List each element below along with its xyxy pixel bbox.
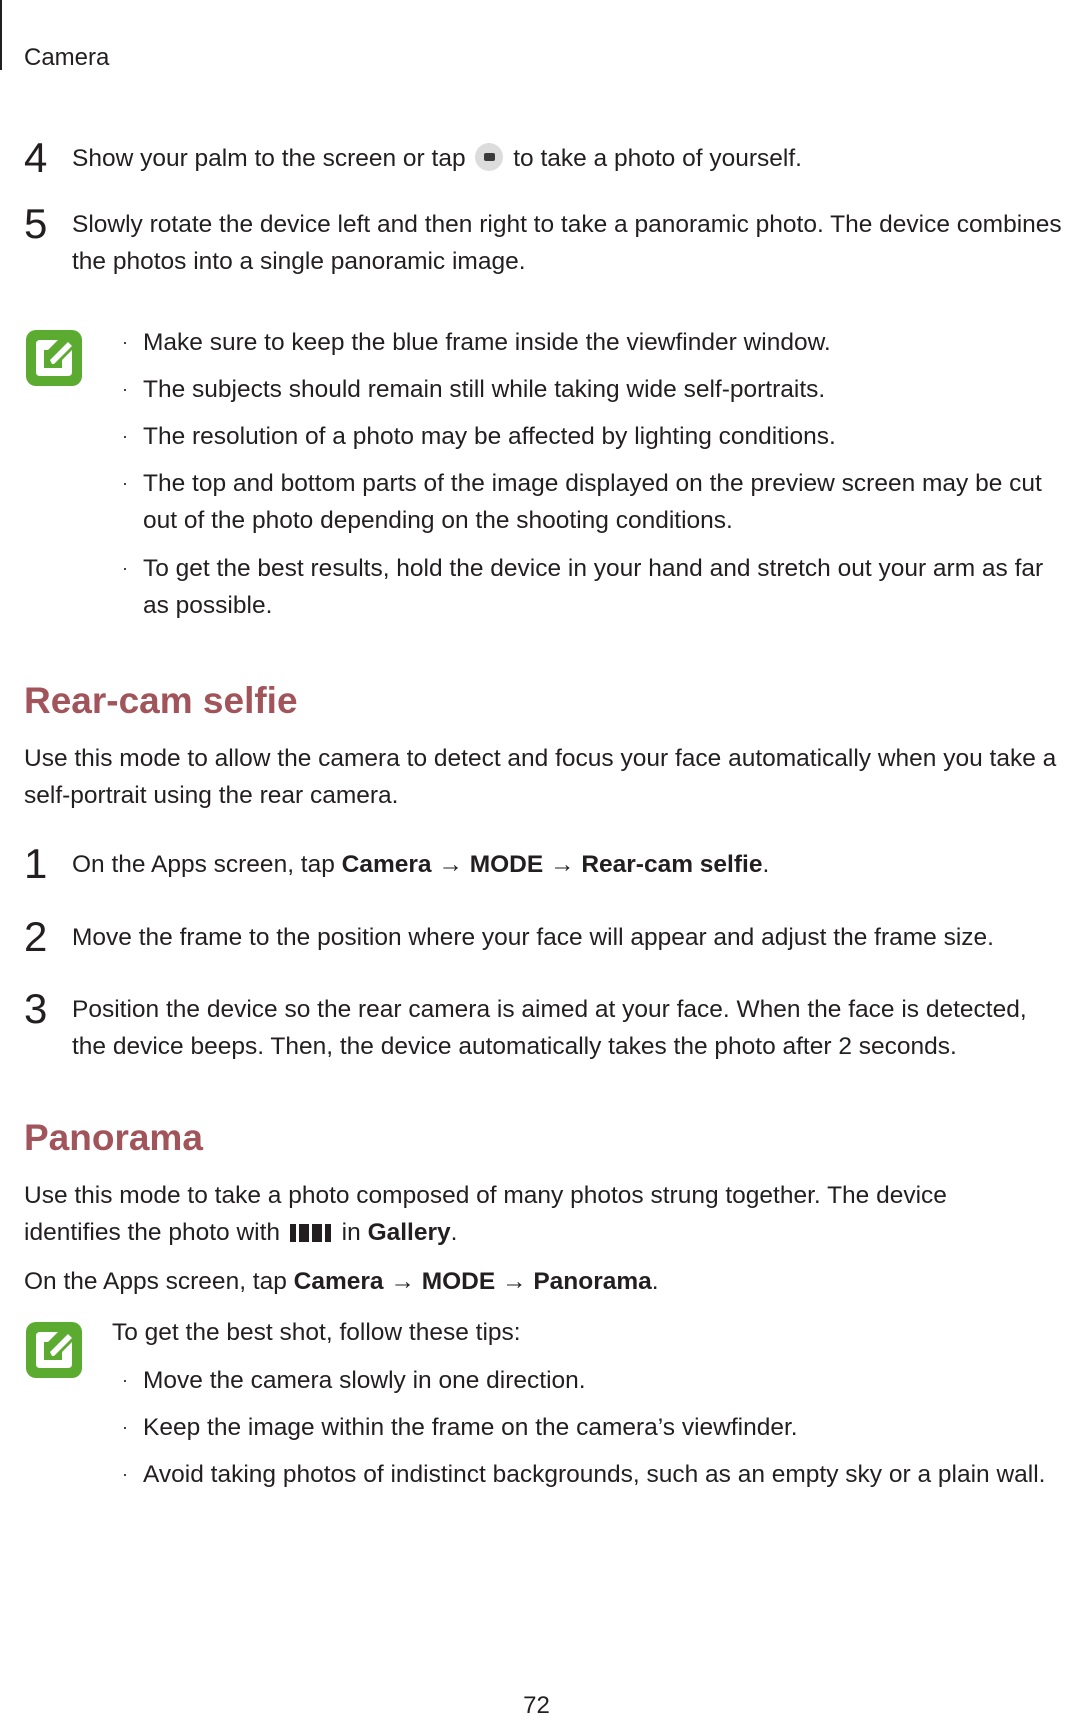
ui-label-rear-cam-selfie: Rear-cam selfie (581, 851, 763, 878)
list-item (122, 1362, 1072, 1399)
list-item (122, 465, 1072, 539)
section-heading-rear-cam-selfie: Rear-cam selfie (24, 680, 298, 721)
bullet-text: Move the camera slowly in one direction. (143, 1367, 586, 1394)
section-heading-panorama: Panorama (24, 1117, 203, 1158)
bullet-icon: · (122, 1370, 128, 1390)
step-4 (24, 134, 1064, 181)
ui-label-mode: MODE (469, 851, 544, 878)
arrow-icon: → (543, 851, 582, 878)
list-item (122, 1409, 1072, 1446)
panorama-apps-instruction: On the Apps screen, tap Camera → MODE → Panorama. (24, 1268, 659, 1295)
bullet-icon: · (122, 1417, 128, 1437)
ui-label-camera: Camera (293, 1268, 384, 1295)
bullet-text: The subjects should remain still while taking wide self-portraits. (143, 376, 826, 403)
step-text-after: to take a photo of yourself. (513, 145, 802, 172)
list-item (122, 371, 1072, 408)
bullet-text: The top and bottom parts of the image displayed on the preview screen may be cut out of the photo depending on the shooting conditions. (143, 470, 1042, 534)
camera-icon (475, 143, 503, 171)
step-text: Position the device so the rear camera is aimed at your face. When the face is detected, the device beeps. Then, the device automatically takes the photo after 2 seconds. (72, 996, 1027, 1060)
step-text (72, 140, 1064, 177)
note-icon (26, 330, 82, 386)
step-text: On the Apps screen, tap Camera → MODE → Rear-cam selfie. (72, 851, 770, 878)
page-number: 72 (523, 1692, 550, 1719)
step-number: 2 (24, 913, 48, 960)
list-item (122, 1456, 1072, 1493)
step-3 (24, 985, 1064, 1065)
list-item (122, 418, 1072, 455)
section-title: Camera (24, 44, 110, 71)
bullet-icon: · (122, 379, 128, 399)
note-lead: To get the best shot, follow these tips: (112, 1319, 521, 1346)
list-item (122, 550, 1072, 624)
ui-label-panorama: Panorama (533, 1268, 652, 1295)
arrow-icon: → (431, 851, 470, 878)
bullet-icon: · (122, 473, 128, 493)
bullet-text: Make sure to keep the blue frame inside the viewfinder window. (143, 329, 831, 356)
panorama-intro: Use this mode to take a photo composed of many photos strung together. The device identifies the photo with in Gallery. (24, 1182, 947, 1246)
step-text-before: Show your palm to the screen or tap (72, 145, 466, 172)
note-icon (26, 1322, 82, 1378)
bullet-text: Avoid taking photos of indistinct backgrounds, such as an empty sky or a plain wall. (143, 1461, 1046, 1488)
panorama-icon (290, 1223, 332, 1243)
bullet-icon: · (122, 332, 128, 352)
step-number: 3 (24, 985, 48, 1032)
bullet-text: The resolution of a photo may be affected by lighting conditions. (143, 423, 836, 450)
arrow-icon: → (383, 1268, 422, 1295)
step-text: Slowly rotate the device left and then right to take a panoramic photo. The device combines the photos into a single panoramic image. (72, 211, 1062, 275)
step-text: Move the frame to the position where your face will appear and adjust the frame size. (72, 924, 994, 951)
bullet-icon: · (122, 1464, 128, 1484)
bullet-text: Keep the image within the frame on the camera’s viewfinder. (143, 1414, 798, 1441)
bullet-icon: · (122, 558, 128, 578)
step-1 (24, 840, 1064, 887)
step-5 (24, 200, 1064, 280)
step-number: 1 (24, 840, 48, 887)
step-2 (24, 913, 1064, 960)
bullet-text: To get the best results, hold the device in your hand and stretch out your arm as far as possible. (143, 555, 1044, 619)
bullet-icon: · (122, 426, 128, 446)
list-item (122, 324, 1072, 361)
ui-label-camera: Camera (341, 851, 432, 878)
header-rule (0, 0, 2, 70)
ui-label-mode: MODE (421, 1268, 496, 1295)
step-number: 4 (24, 134, 48, 181)
step-number: 5 (24, 200, 48, 247)
arrow-icon: → (495, 1268, 534, 1295)
ui-label-gallery: Gallery (367, 1219, 451, 1246)
rear-cam-intro: Use this mode to allow the camera to detect and focus your face automatically when you take a self-portrait using the rear camera. (24, 745, 1057, 809)
